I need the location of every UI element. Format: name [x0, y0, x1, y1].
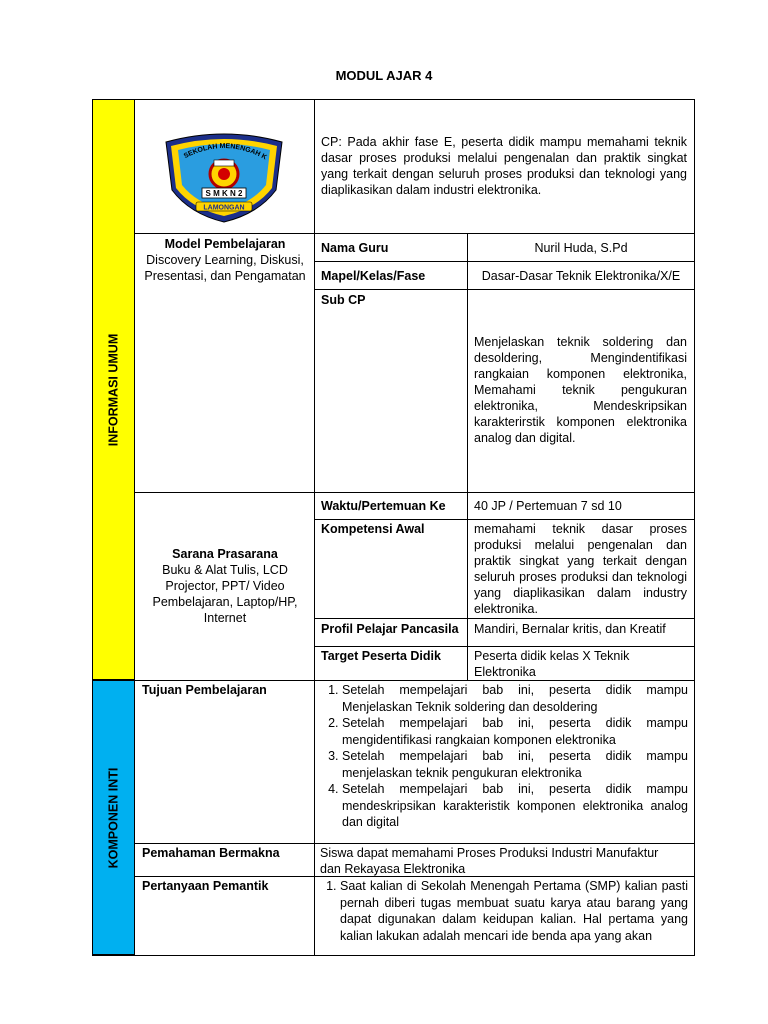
- tujuan-item: 4. Setelah mempelajari bab ini, peserta didik mampu mendeskripsikan karakteristik komponen elektronika analog dan digital: [342, 781, 688, 831]
- pemahaman-label: Pemahaman Bermakna: [142, 846, 280, 860]
- profil-pelajar-value: Mandiri, Bernalar kritis, dan Kreatif: [474, 622, 666, 636]
- school-logo-emblem: [158, 130, 290, 226]
- model-pembelajaran-value: Discovery Learning, Diskusi, Presentasi, dan Pengamatan: [144, 253, 306, 283]
- waktu-label: Waktu/Pertemuan Ke: [321, 499, 446, 513]
- tujuan-item: 3. Setelah mempelajari bab ini, peserta didik mampu menjelaskan teknik pengukuran elektronika: [342, 748, 688, 781]
- school-logo: [158, 130, 290, 226]
- profil-pelajar-label: Profil Pelajar Pancasila: [321, 622, 459, 636]
- informasi-umum-bar: [92, 99, 135, 680]
- tujuan-list-cell: [318, 682, 688, 831]
- nama-guru-value: Nuril Huda, S.Pd: [534, 241, 628, 255]
- tujuan-item: 2. Setelah mempelajari bab ini, peserta didik mampu mengidentifikasi rangkaian komponen elektronika: [342, 715, 688, 748]
- pertanyaan-list: [316, 878, 688, 944]
- pertanyaan-list-cell: [316, 878, 688, 944]
- cp-text: CP: Pada akhir fase E, peserta didik mampu memahami teknik dasar proses produksi melalui pengenalan dan praktik singkat yang terkait dengan seluruh proses produksi dan teknologi yang diaplikasikan dalam industri elektronika.: [321, 135, 687, 197]
- svg-text:SEKOLAH MENENGAH KEJURUAN NEGE: SEKOLAH MENENGAH K: [182, 142, 268, 162]
- komponen-inti-label: KOMPONEN INTI: [106, 767, 121, 868]
- sub-cp-value: Menjelaskan teknik soldering dan desoldering, Mengindentifikasi rangkaian komponen elektronika, Memahami teknik pengukuran elektronika, Mendeskripsikan karakterirstik komponen elektronika analog dan digital.: [474, 335, 687, 445]
- pemahaman-value: Siswa dapat memahami Proses Produksi Industri Manufaktur dan Rekayasa Elektronika: [320, 846, 659, 876]
- model-pembelajaran-cell: [140, 236, 310, 284]
- logo-bottom-text: LAMONGAN: [203, 204, 245, 212]
- model-pembelajaran-label: Model Pembelajaran: [164, 237, 286, 251]
- tujuan-list: [318, 682, 688, 831]
- kompetensi-awal-label: Kompetensi Awal: [321, 522, 425, 536]
- sarana-prasarana-value: Buku & Alat Tulis, LCD Projector, PPT/ Video Pembelajaran, Laptop/HP, Internet: [152, 563, 298, 625]
- pertanyaan-item: 1. Saat kalian di Sekolah Menengah Pertama (SMP) kalian pasti pernah diberi tugas membuat suatu karya atau barang yang dapat digunakan dalam keidupan kalian. Hal pertama yang kalian lakukan adalah mencari ide benda apa yang akan: [340, 878, 688, 944]
- target-peserta-label: Target Peserta Didik: [321, 649, 441, 663]
- tujuan-label: Tujuan Pembelajaran: [142, 683, 267, 697]
- sarana-prasarana-cell: [140, 546, 310, 626]
- informasi-umum-label: INFORMASI UMUM: [106, 333, 121, 446]
- komponen-inti-bar: [92, 680, 135, 955]
- waktu-value: 40 JP / Pertemuan 7 sd 10: [474, 499, 622, 513]
- sarana-prasarana-label: Sarana Prasarana: [172, 547, 278, 561]
- page-title: MODUL AJAR 4: [335, 68, 433, 83]
- target-peserta-value: Peserta didik kelas X Teknik Elektronika: [474, 649, 630, 679]
- nama-guru-label: Nama Guru: [321, 241, 389, 255]
- logo-banner-text: S M K N 2: [205, 189, 243, 198]
- mapel-label: Mapel/Kelas/Fase: [321, 269, 426, 283]
- sub-cp-label: Sub CP: [321, 293, 366, 307]
- pertanyaan-label: Pertanyaan Pemantik: [142, 879, 269, 893]
- tujuan-item: 1. Setelah mempelajari bab ini, peserta didik mampu Menjelaskan Teknik soldering dan desoldering: [342, 682, 688, 715]
- kompetensi-awal-value: memahami teknik dasar proses produksi melalui pengenalan dan praktik singkat yang terkait dengan seluruh proses produksi dan teknologi yang diaplikasikan dalam industry elektronika.: [474, 522, 687, 616]
- mapel-value: Dasar-Dasar Teknik Elektronika/X/E: [481, 269, 681, 283]
